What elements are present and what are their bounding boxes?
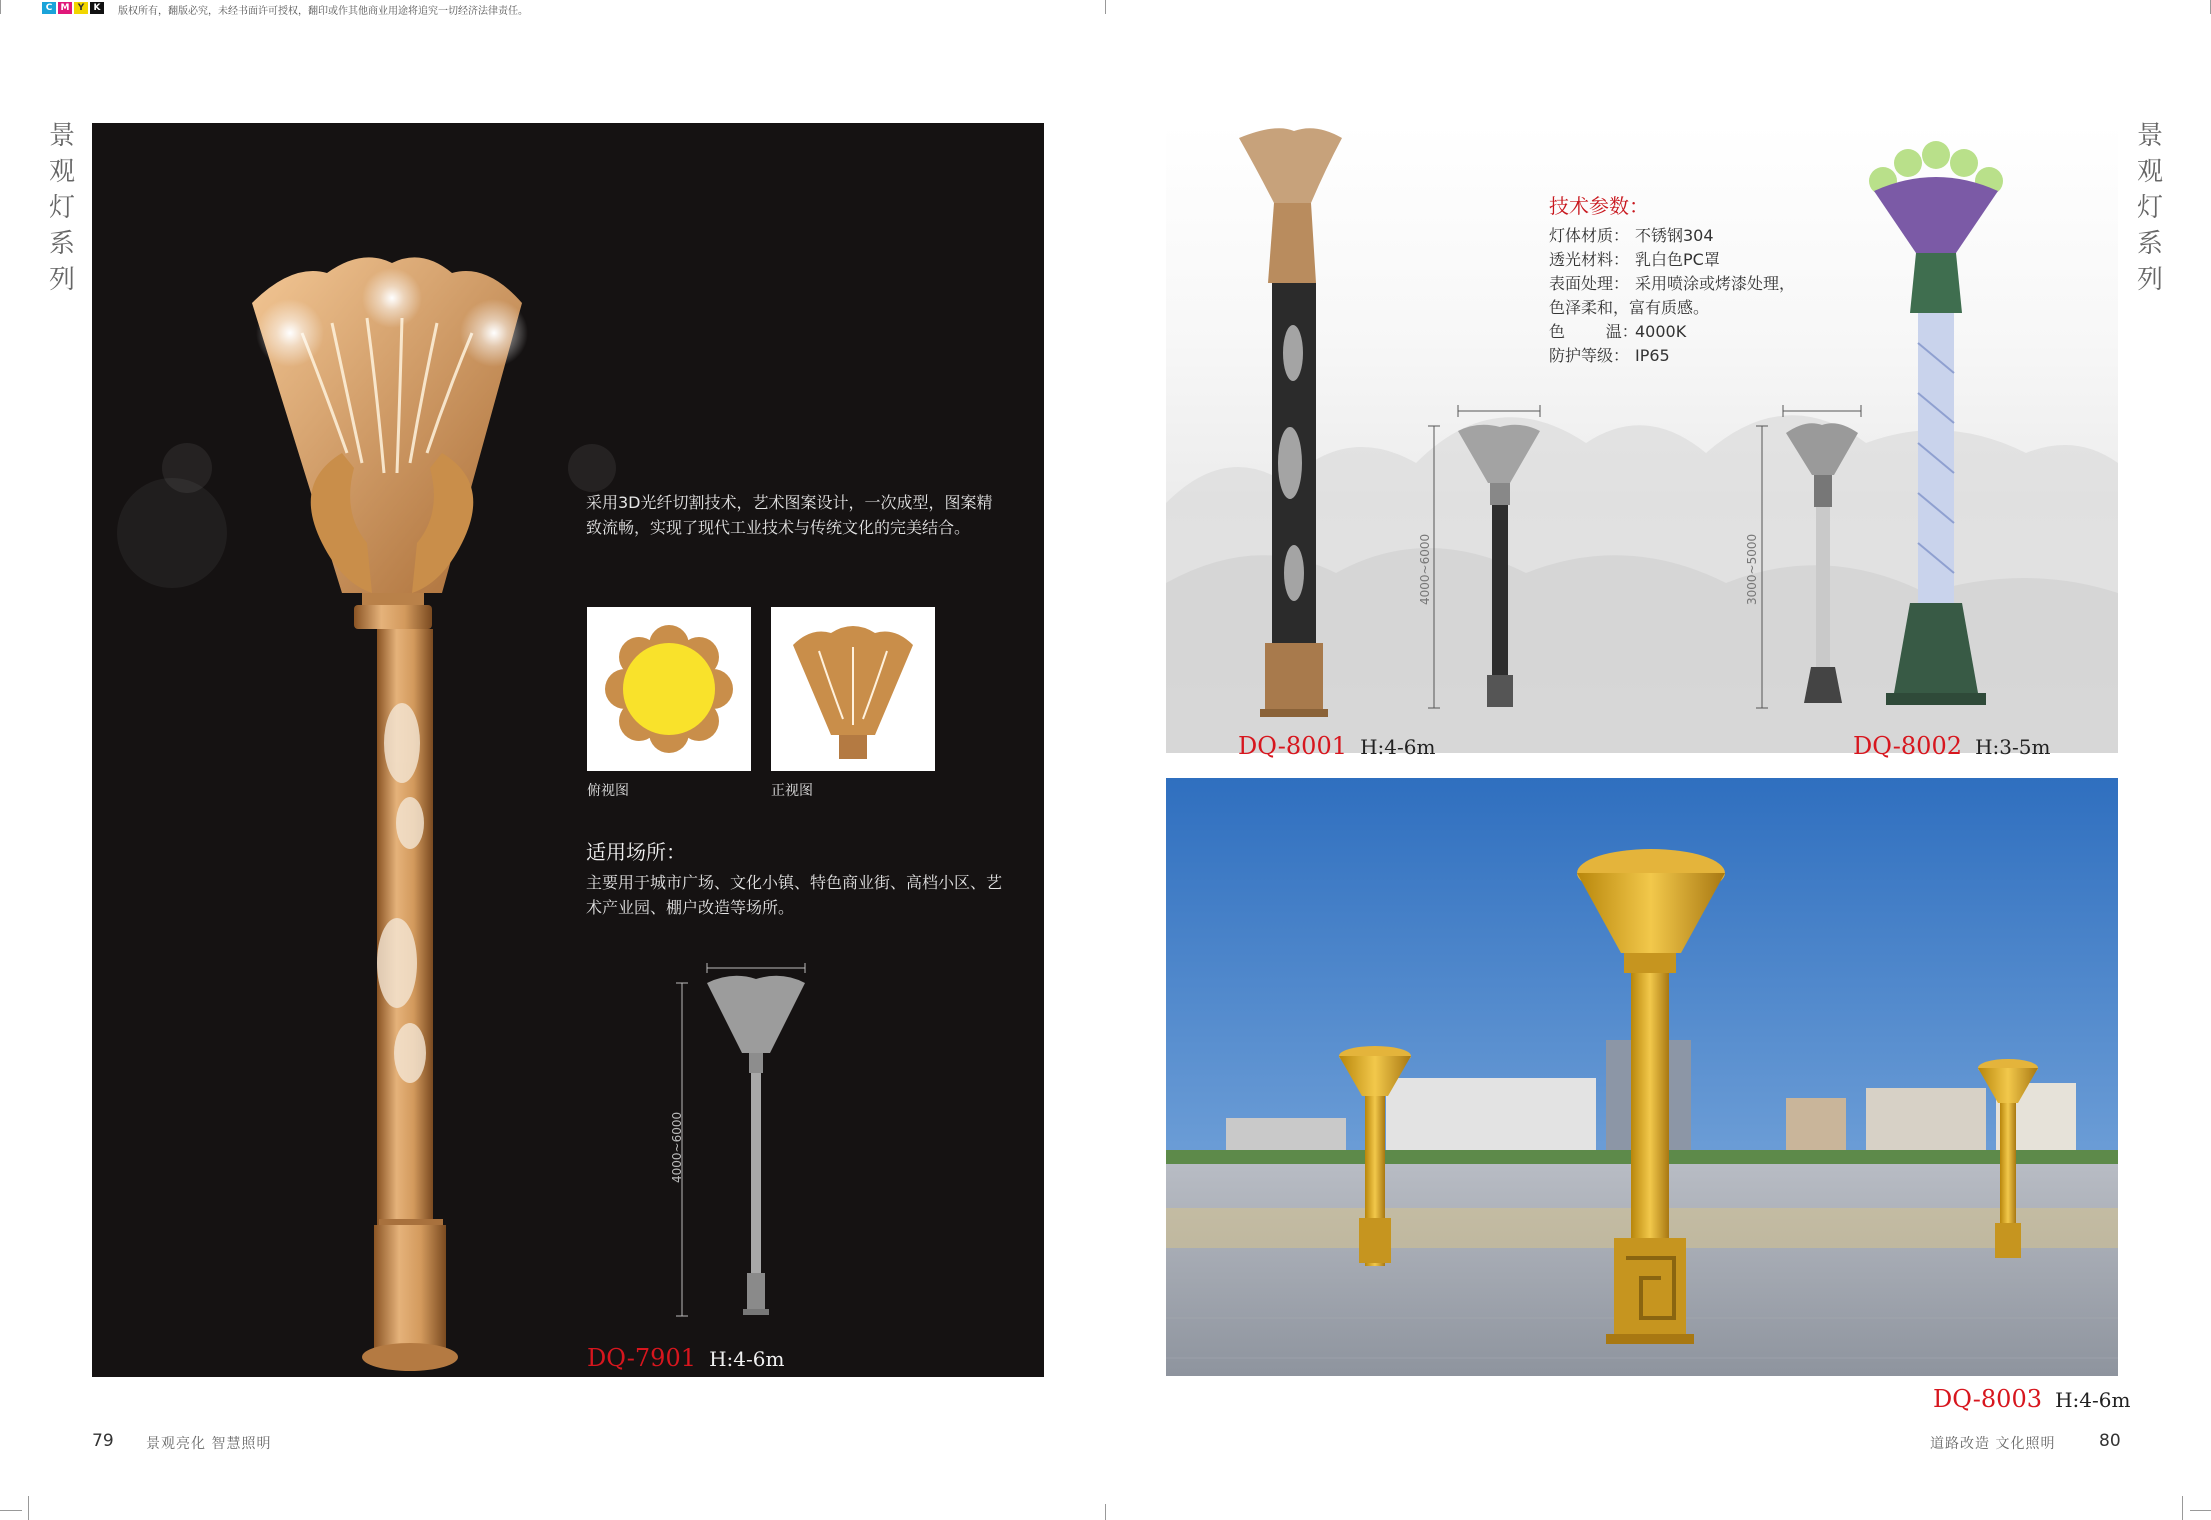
- tech-param-row: [1549, 224, 1795, 248]
- tech-param-value: 4000K: [1635, 322, 1687, 341]
- model-label-dq8001: [1238, 732, 1435, 760]
- series-char: 列: [2136, 265, 2163, 295]
- plaza-scene-illustration: [1166, 778, 2118, 1376]
- front-view-thumbnail: [771, 607, 935, 771]
- tech-param-row: [1549, 296, 1795, 320]
- series-char: 观: [2136, 157, 2163, 187]
- series-title-right: [2135, 118, 2165, 298]
- tech-param-key: 透光材料：: [1549, 250, 1630, 269]
- model-number: DQ-8003: [1933, 1385, 2042, 1413]
- crop-mark: [0, 0, 1, 14]
- tech-param-value: 采用喷涂或烤漆处理，: [1635, 274, 1796, 293]
- footer-left: 景观亮化 智慧照明: [146, 1436, 272, 1452]
- model-number: DQ-8001: [1238, 732, 1347, 760]
- tech-param-row: [1549, 320, 1795, 344]
- front-view-icon: [771, 607, 935, 771]
- series-char: 景: [48, 121, 75, 151]
- footer-right: 道路改造 文化照明: [1930, 1436, 2056, 1452]
- tech-param-row: [1549, 248, 1795, 272]
- series-title-left: [47, 118, 77, 298]
- application-title: 适用场所：: [586, 840, 686, 864]
- tech-param-key: 色 温：: [1549, 322, 1638, 341]
- application-text: 主要用于城市广场、文化小镇、特色商业街、高档小区、艺术产业园、棚户改造等场所。: [586, 873, 1003, 917]
- model-number: DQ-7901: [587, 1344, 696, 1372]
- cmyk-y: Y: [74, 2, 88, 14]
- top-view-thumbnail: [587, 607, 751, 771]
- dimension-label: 4000~6000: [670, 1111, 684, 1183]
- model-label-dq8002: [1853, 732, 2050, 760]
- tech-param-value: 不锈钢304: [1635, 226, 1714, 245]
- copyright-notice: 版权所有，翻版必究，未经书面许可授权，翻印或作其他商业用途将追究一切经济法律责任。: [118, 6, 528, 17]
- cmyk-color-bar: [42, 2, 104, 14]
- top-view-caption: 俯视图: [587, 783, 629, 799]
- tech-params-list: [1549, 224, 1795, 368]
- product-description: 采用3D光纤切割技术，艺术图案设计，一次成型，图案精致流畅，实现了现代工业技术与传统文化的完美结合。: [586, 493, 993, 537]
- model-height: H:4-6m: [1360, 735, 1436, 759]
- crop-mark: [1105, 0, 1106, 14]
- series-char: 列: [48, 265, 75, 295]
- model-height: H:4-6m: [2055, 1388, 2131, 1412]
- crop-mark: [1105, 1504, 1106, 1520]
- tech-param-row: [1549, 272, 1795, 296]
- crop-mark: [0, 1510, 22, 1511]
- tech-param-value: 色泽柔和，富有质感。: [1549, 298, 1710, 317]
- crop-mark: [2182, 1496, 2183, 1520]
- tech-param-key: 灯体材质：: [1549, 226, 1630, 245]
- cmyk-c: C: [42, 2, 56, 14]
- series-char: 系: [2136, 229, 2163, 259]
- tech-param-key: 表面处理：: [1549, 274, 1630, 293]
- model-number: DQ-8002: [1853, 732, 1962, 760]
- tech-params-title: 技术参数：: [1549, 194, 1649, 218]
- page-number-right: 80: [2099, 1431, 2121, 1451]
- crop-mark: [2190, 1510, 2211, 1511]
- series-char: 景: [2136, 121, 2163, 151]
- series-char: 灯: [48, 193, 75, 223]
- tech-param-key: 防护等级：: [1549, 346, 1630, 365]
- cmyk-k: K: [90, 2, 104, 14]
- page-number-left: 79: [92, 1431, 114, 1451]
- model-label-dq7901: [587, 1344, 784, 1372]
- cmyk-m: M: [58, 2, 72, 14]
- front-view-caption: 正视图: [771, 783, 813, 799]
- tech-param-value: 乳白色PC罩: [1635, 250, 1720, 269]
- series-char: 系: [48, 229, 75, 259]
- model-label-dq8003: [1933, 1385, 2130, 1413]
- crop-mark: [28, 1496, 29, 1520]
- dq8003-plaza-photo: [1166, 778, 2118, 1376]
- tech-param-row: [1549, 344, 1795, 368]
- series-char: 观: [48, 157, 75, 187]
- series-char: 灯: [2136, 193, 2163, 223]
- dimension-label-dq8002: 3000~5000: [1745, 533, 1759, 605]
- top-view-icon: [587, 607, 751, 771]
- tech-param-value: IP65: [1635, 346, 1670, 365]
- dimension-label-dq8001: 4000~6000: [1418, 533, 1432, 605]
- model-height: H:3-5m: [1975, 735, 2051, 759]
- model-height: H:4-6m: [709, 1347, 785, 1371]
